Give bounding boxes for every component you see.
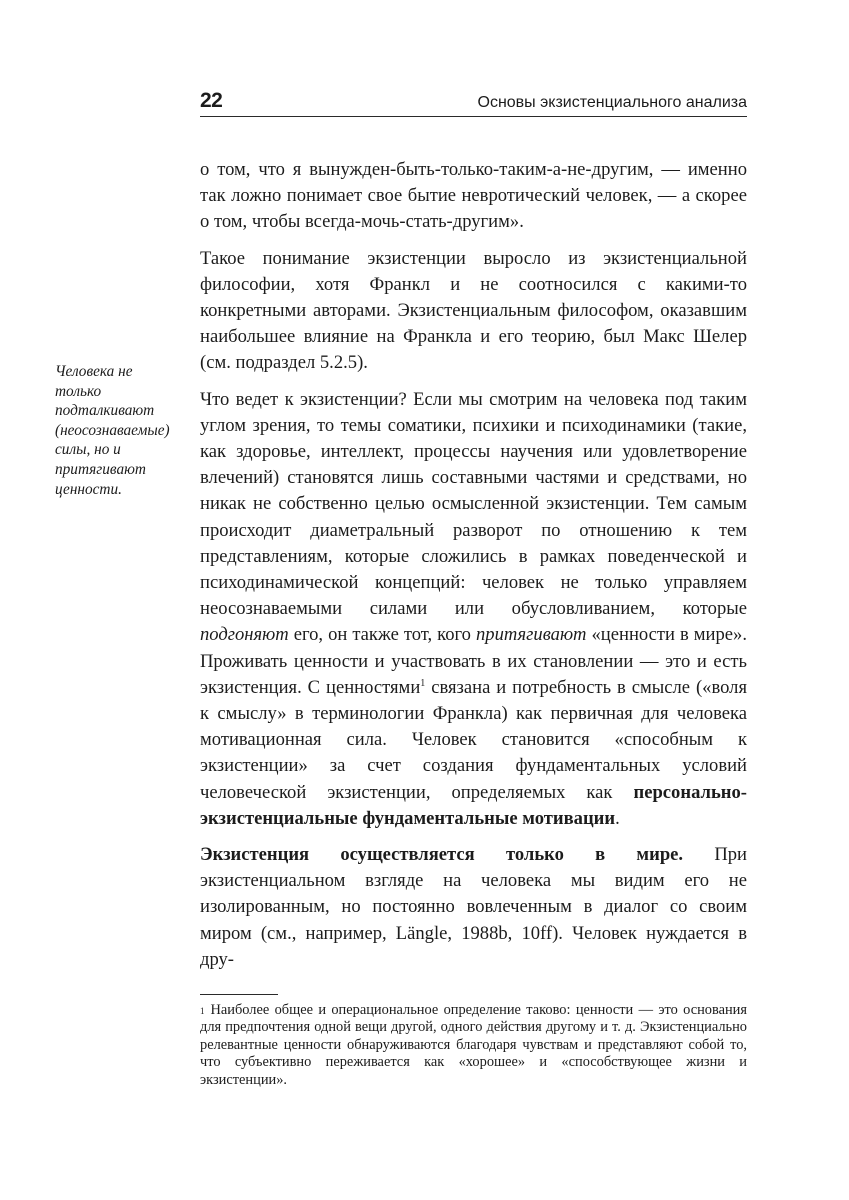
- key-term: персонально-экзистенциальные фундаментальные мотивации: [200, 781, 747, 829]
- footnote-mark: 1: [200, 1006, 205, 1016]
- paragraph-3-text-c: «ценности в мире». Проживать ценности и участвовать в их становлении — это и есть экзистенция. С ценностями: [200, 624, 747, 698]
- running-title: Основы экзистенциального анализа: [477, 94, 747, 111]
- footnote-reference[interactable]: 1: [420, 677, 426, 689]
- footnote-text: Наиболее общее и операциональное определение таково: ценности — это основания для предпочтения одной вещи другой, одного действия другому и т. д. Экзистенциально релевантные ценности обнаруживаются благодаря чувствам и представляют собой то, что субъективно переживается как «хорошее» и «способствующее жизни и экзистенции».: [200, 1002, 747, 1088]
- paragraph-3: [200, 387, 747, 832]
- footnote: [200, 1002, 747, 1089]
- emphasis-prityagivayut: притягивают: [475, 624, 587, 646]
- section-lead-in: Экзистенция осуществляется только в мире.: [200, 844, 684, 866]
- paragraph-4: [200, 842, 747, 973]
- page-header: [200, 88, 747, 117]
- paragraph-3-text-b: его, он также тот, кого: [293, 624, 471, 646]
- paragraph-3-text-d: связана и потребность в смысле («воля к смыслу» в терминологии Франкла) как первичная для человека мотивационная сила. Человек становится «способным к экзистенции» за счет создания фундаментальных условий человеческой экзистенции, определяемых как: [200, 676, 747, 803]
- paragraph-1: о том, что я вынужден-быть-только-таким-а-не-другим, — именно так ложно понимает свое бытие невротический человек, — а скорее о том, чтобы всегда-мочь-стать-другим».: [200, 159, 747, 233]
- margin-note: Человека не только подталкивают (неосознаваемые) силы, но и притягивают ценности.: [55, 363, 170, 498]
- paragraph-2: Такое понимание экзистенции выросло из экзистенциальной философии, хотя Франкл и не соотносился с какими-то конкретными авторами. Экзистенциальным философом, оказавшим наибольшее влияние на Франкла и его теорию, был Макс Шелер (см. подраздел 5.2.5).: [200, 247, 747, 374]
- paragraph-3-text-a: Что ведет к экзистенции? Если мы смотрим на человека под таким углом зрения, то темы соматики, психики и психодинамики (такие, как здоровье, интеллект, процессы научения или удовлетворение влечений) становятся лишь составными частями и средствами, но никак не собственно целью осмысленной экзистенции. Тем самым происходит диаметральный разворот по отношению к тем представлениям, которые сложились в рамках поведенческой и психодинамической концепций: человек не только управляем неосознаваемыми силами или обусловливанием, которые: [200, 388, 747, 620]
- main-text: [200, 157, 747, 973]
- emphasis-podgonyayut: подгоняют: [200, 624, 289, 646]
- footnote-divider: [200, 994, 278, 995]
- paragraph-4-text: При экзистенциальном взгляде на человека мы видим его не изолированным, но постоянно вовлеченным в диалог со своим миром (см., например, Längle, 1988b, 10ff). Человек нуждается в дру-: [200, 844, 747, 970]
- paragraph-3-end: .: [615, 807, 620, 829]
- page-number: 22: [200, 89, 223, 112]
